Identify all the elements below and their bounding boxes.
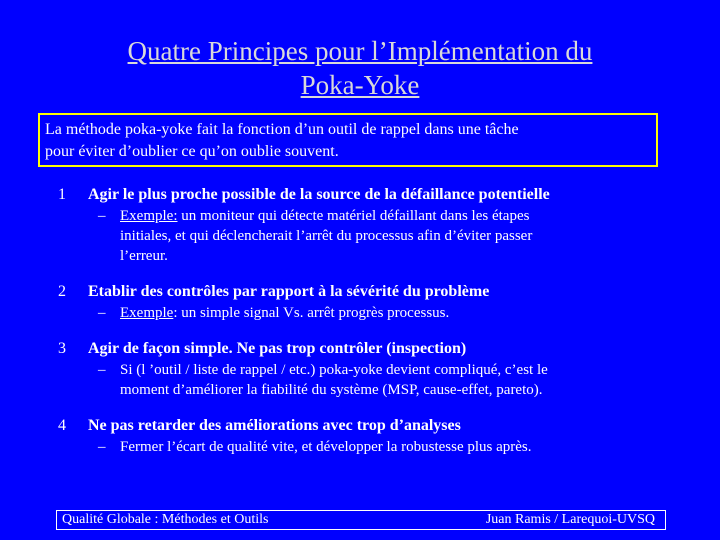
intro-box [38, 113, 658, 167]
principle-number: 3 [58, 340, 66, 357]
slide-title-line2: Poka-Yoke [300, 70, 420, 100]
intro-line1: La méthode poka-yoke fait la fonction d’un outil de rappel dans une tâche [45, 121, 519, 138]
principle-number: 4 [58, 417, 66, 434]
principle-number: 2 [58, 283, 66, 300]
footer-authors: Juan Ramis / Larequoi-UVSQ [485, 512, 655, 527]
detail-text-line1: : un simple signal Vs. arrêt progrès processus. [173, 305, 450, 321]
principles-list [58, 185, 678, 473]
footer-bar [56, 510, 666, 530]
slide-title [40, 34, 680, 102]
principle-detail [88, 303, 678, 323]
principle-number: 1 [58, 186, 66, 203]
principle-item-2 [58, 282, 678, 323]
detail-text-line1: Si (l ’outil / liste de rappel / etc.) poka-yoke devient compliqué, c’est le [120, 362, 548, 378]
example-label: Exemple: [120, 208, 178, 224]
dash-bullet: – [98, 208, 106, 224]
principle-heading: Agir de façon simple. Ne pas trop contrôler (inspection) [88, 340, 467, 357]
principle-heading: Ne pas retarder des améliorations avec trop d’analyses [88, 417, 461, 434]
dash-bullet: – [98, 305, 106, 321]
example-label: Exemple [120, 305, 174, 321]
principle-item-3 [58, 339, 678, 400]
principle-detail [88, 437, 678, 457]
principle-item-4 [58, 416, 678, 457]
footer-course-title: Qualité Globale : Méthodes et Outils [62, 512, 269, 527]
dash-bullet: – [98, 362, 106, 378]
principle-heading: Agir le plus proche possible de la source de la défaillance potentielle [88, 186, 550, 203]
detail-text-line2: moment d’améliorer la fiabilité du système (MSP, cause-effet, pareto). [120, 382, 543, 398]
principle-detail [88, 360, 678, 400]
principle-detail [88, 206, 678, 266]
detail-text-line3: l’erreur. [120, 248, 168, 264]
slide-title-line1: Quatre Principes pour l’Implémentation du [127, 36, 593, 66]
principle-heading: Etablir des contrôles par rapport à la sévérité du problème [88, 283, 490, 300]
detail-text-line1: un moniteur qui détecte matériel défaillant dans les étapes [181, 208, 530, 224]
detail-text-line2: initiales, et qui déclencherait l’arrêt du processus afin d’éviter passer [120, 228, 533, 244]
detail-text-line1: Fermer l’écart de qualité vite, et développer la robustesse plus après. [120, 439, 532, 455]
principle-item-1 [58, 185, 678, 266]
dash-bullet: – [98, 439, 106, 455]
intro-line2: pour éviter d’oublier ce qu’on oublie souvent. [45, 143, 339, 160]
